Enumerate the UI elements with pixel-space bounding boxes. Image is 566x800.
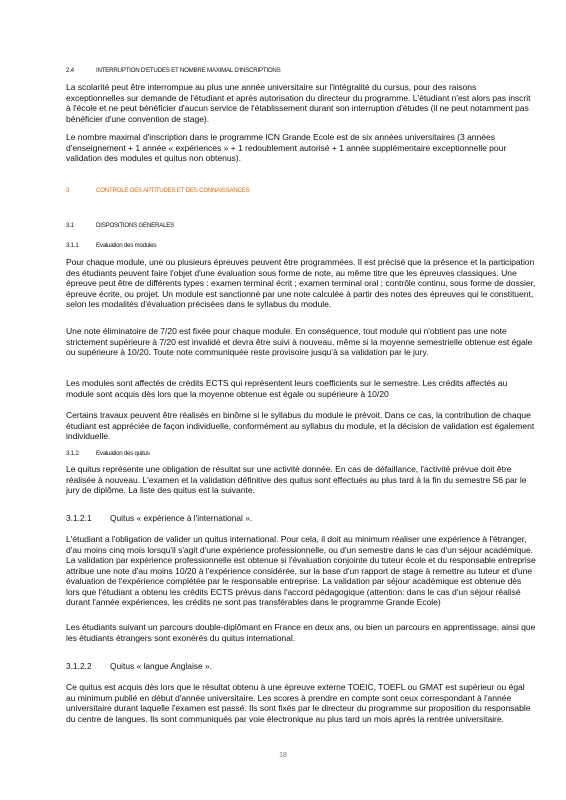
section-heading-3-1-1: [66, 242, 536, 250]
section-title: Evaluation des modules: [96, 242, 157, 249]
section-title: Quitus « expérience à l'international ».: [110, 513, 253, 523]
paragraph: Certains travaux peuvent être réalisés en binôme si le syllabus du module le prévoit. Dans ce cas, la contribution de chaque étudiant est appréciée de façon individuelle, conformément au syllabus du module, et la décision de validation est également individuelle.: [66, 410, 535, 441]
paragraph: Le nombre maximal d'inscription dans le programme ICN Grande Ecole est de six années universitaires (3 années d'enseignement + 1 année « expériences » + 1 redoublement autorisé + 1 année supplémentaire exceptionnelle pour validation des modules et quitus non obtenus).: [66, 132, 507, 163]
paragraph: Le quitus représente une obligation de résultat sur une activité donnée. En cas de défaillance, l'activité prévue doit être réalisée à nouveau. L'examen et la validation définitive des quitus sont effectués au plus tard à la fin du semestre S6 par le jury de diplôme. La liste des quitus est la suivante.: [66, 464, 527, 495]
paragraph: Une note éliminatoire de 7/20 est fixée pour chaque module. En conséquence, tout module qui n'obtient pas une note strictement supérieure à 7/20 est invalidé et devra être suivi à nouveau, même si la moyenne semestrielle obtenue est égale ou supérieure à 10/20. Toute note communiquée reste provisoire jusqu'à sa validation par le jury.: [66, 326, 533, 357]
section-title: CONTROLE DES APTITUDES ET DES CONNAISSANCES: [96, 187, 250, 194]
section-heading-3: [66, 187, 536, 195]
section-title: DISPOSITIONS GENERALES: [96, 222, 175, 229]
paragraph: Pour chaque module, une ou plusieurs épreuves peuvent être programmées. Il est précisé que la présence et la participation des étudiants peuvent faire l'objet d'une évaluation sous forme de note, au même titre que les épreuves classiques. Une épreuve peut être de différents types : examen terminal écrit ; examen terminal oral ; contrôle continu, sous forme de dossier, épreuve écrite, ou projet. Un module est sanctionné par une note calculée à partir des notes des épreuves qui le constituent, selon les modalités d'évaluation précisées dans le syllabus du module.: [66, 257, 536, 309]
section-number: 3.1.2: [66, 450, 79, 457]
section-number: 3: [66, 187, 70, 194]
section-heading-3-1-2-1: [66, 513, 536, 523]
page-number: 18: [279, 752, 287, 759]
paragraph: Les modules sont affectés de crédits ECTS qui représentent leurs coefficients sur le semestre. Les crédits affectés au module sont acquis dès lors que la moyenne obtenue est égale ou supérieure à 10/20: [66, 378, 508, 399]
paragraph: La scolarité peut être interrompue au plus une année universitaire sur l'intégralité du cursus, pour des raisons exceptionnelles sur demande de l'étudiant et après autorisation du directeur du programme. L'étudiant n'est alors pas inscrit à l'école et ne peut bénéficier d'aucun service de l'établissement durant son interruption d'études (il ne peut notamment pas bénéficier d'une convention de stage).: [66, 82, 531, 124]
section-heading-3-1-2-2: [66, 661, 536, 671]
section-heading-2-4: [66, 67, 536, 75]
section-title: Quitus « langue Anglaise ».: [110, 661, 212, 671]
paragraph: Les étudiants suivant un parcours double-diplômant en France en deux ans, ou bien un parcours en apprentissage, ainsi que les étudiants étrangers sont exonérés du quitus international.: [66, 622, 536, 643]
section-number: 2.4: [66, 67, 74, 74]
section-heading-3-1: [66, 222, 536, 230]
paragraph: Ce quitus est acquis dès lors que le résultat obtenu à une épreuve externe TOEIC, TOEFL ou GMAT est supérieur ou égal au minimum publié en début d'année universitaire. Les scores à prendre en compte sont ceux correspondant à l'année universitaire durant laquelle l'examen est passé. Ils sont fixés par le directeur du programme sur proposition du responsable du centre de langues. Ils sont communiqués par voie électronique au plus tard un mois après la rentrée universitaire.: [66, 682, 531, 724]
section-title: INTERRUPTION D'ETUDES ET NOMBRE MAXIMAL D'INSCRIPTIONS: [96, 67, 281, 74]
section-title: Evaluation des quitus: [96, 450, 150, 457]
section-heading-3-1-2: [66, 450, 536, 458]
section-number: 3.1: [66, 222, 74, 229]
section-number: 3.1.2.2: [66, 661, 92, 671]
paragraph: L'étudiant a l'obligation de valider un quitus international. Pour cela, il doit au minimum réaliser une expérience à l'étranger, d'au moins cinq mois lorsqu'il s'agit d'une expérience professionnelle, ou d'un semestre dans le cas d'un séjour académique. La validation par expérience professionnelle est obtenue si l'évaluation conjointe du tuteur école et du responsable entreprise attribue une note d'au moins 10/20 à l'expérience considérée, sur la base d'un rapport de stage à remettre au tuteur et d'une évaluation de l'expérience complétée par le responsable entreprise. La validation par séjour académique est obtenue dès lors que l'étudiant a obtenu les crédits ECTS prévus dans l'accord pédagogique (attention: dans le cas d'un séjour réalisé durant l'année expériences, les crédits ne sont pas transférables dans le programme Grande Ecole): [66, 534, 536, 607]
section-number: 3.1.2.1: [66, 513, 92, 523]
section-number: 3.1.1: [66, 242, 79, 249]
